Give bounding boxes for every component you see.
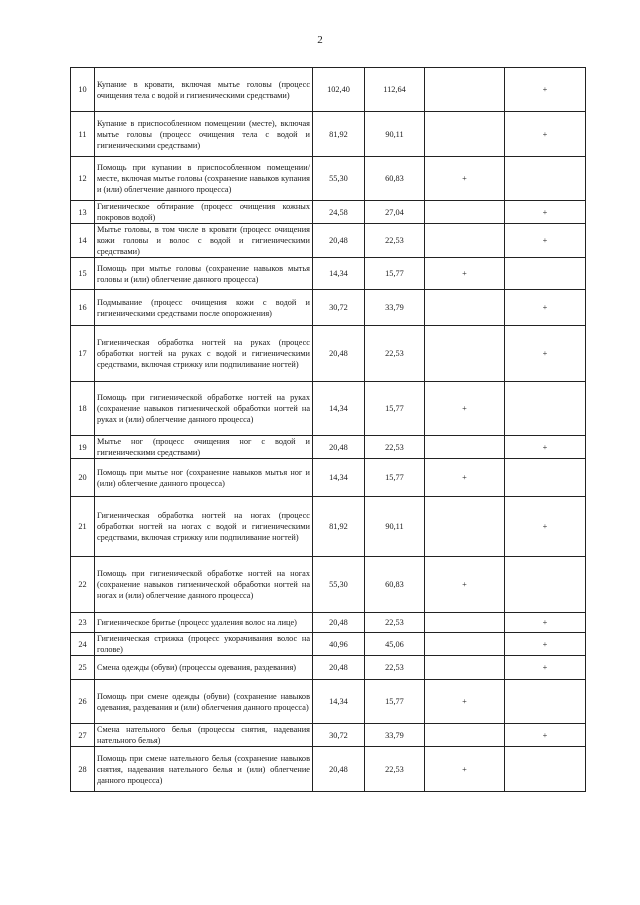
- table-row: [71, 656, 586, 680]
- table-row: [71, 459, 586, 497]
- mark-column-a: [425, 68, 505, 112]
- row-number: 15: [71, 258, 95, 290]
- mark-column-a: [425, 112, 505, 157]
- row-number: 25: [71, 656, 95, 680]
- service-name: Подмывание (процесс очищения кожи с водой и гигиеническими средствами после опорожнения): [95, 290, 313, 326]
- mark-column-a: [425, 497, 505, 557]
- price-indexed: 33,79: [365, 290, 425, 326]
- mark-column-b: +: [505, 201, 586, 224]
- row-number: 18: [71, 382, 95, 436]
- row-number: 28: [71, 747, 95, 792]
- table-row: [71, 290, 586, 326]
- mark-column-b: +: [505, 436, 586, 459]
- table-row: [71, 112, 586, 157]
- price-base: 20,48: [313, 224, 365, 258]
- mark-column-a: +: [425, 382, 505, 436]
- row-number: 19: [71, 436, 95, 459]
- row-number: 10: [71, 68, 95, 112]
- service-name: Гигиеническое бритье (процесс удаления волос на лице): [95, 613, 313, 633]
- price-base: 81,92: [313, 497, 365, 557]
- mark-column-b: [505, 258, 586, 290]
- mark-column-b: +: [505, 326, 586, 382]
- mark-column-a: [425, 633, 505, 656]
- service-name: Гигиеническая стрижка (процесс укорачивания волос на голове): [95, 633, 313, 656]
- price-indexed: 27,04: [365, 201, 425, 224]
- mark-column-b: +: [505, 656, 586, 680]
- mark-column-b: [505, 157, 586, 201]
- price-base: 40,96: [313, 633, 365, 656]
- mark-column-a: [425, 326, 505, 382]
- price-indexed: 33,79: [365, 724, 425, 747]
- price-indexed: 22,53: [365, 224, 425, 258]
- service-name: Помощь при мытье ног (сохранение навыков мытья ног и (или) облегчение данного процесса): [95, 459, 313, 497]
- price-base: 20,48: [313, 326, 365, 382]
- mark-column-b: +: [505, 224, 586, 258]
- mark-column-a: [425, 613, 505, 633]
- row-number: 27: [71, 724, 95, 747]
- row-number: 24: [71, 633, 95, 656]
- price-base: 14,34: [313, 258, 365, 290]
- service-name: Мытье ног (процесс очищения ног с водой и гигиеническими средствами): [95, 436, 313, 459]
- price-indexed: 22,53: [365, 656, 425, 680]
- service-name: Купание в кровати, включая мытье головы (процесс очищения тела с водой и гигиеническими средствами): [95, 68, 313, 112]
- table-row: [71, 557, 586, 613]
- mark-column-b: +: [505, 613, 586, 633]
- service-name: Помощь при гигиенической обработке ногтей на руках (сохранение навыков гигиенической обработки ногтей на руках и (или) облегчение данного процесса): [95, 382, 313, 436]
- price-base: 30,72: [313, 724, 365, 747]
- table-row: [71, 382, 586, 436]
- price-base: 14,34: [313, 680, 365, 724]
- table-row: [71, 258, 586, 290]
- service-name: Смена нательного белья (процессы снятия, надевания нательного белья): [95, 724, 313, 747]
- service-name: Помощь при смене одежды (обуви) (сохранение навыков одевания, раздевания и (или) облегчения данного процесса): [95, 680, 313, 724]
- table-row: [71, 497, 586, 557]
- row-number: 17: [71, 326, 95, 382]
- table-row: [71, 157, 586, 201]
- mark-column-b: +: [505, 633, 586, 656]
- mark-column-b: [505, 747, 586, 792]
- service-name: Смена одежды (обуви) (процессы одевания, раздевания): [95, 656, 313, 680]
- table-row: [71, 201, 586, 224]
- table-row: [71, 68, 586, 112]
- price-indexed: 22,53: [365, 326, 425, 382]
- row-number: 26: [71, 680, 95, 724]
- mark-column-a: +: [425, 258, 505, 290]
- price-indexed: 15,77: [365, 459, 425, 497]
- table-row: [71, 436, 586, 459]
- table-row: [71, 224, 586, 258]
- mark-column-b: [505, 557, 586, 613]
- service-name: Помощь при гигиенической обработке ногтей на ногах (сохранение навыков гигиенической обработки ногтей на ногах и (или) облегчение данного процесса): [95, 557, 313, 613]
- service-name: Помощь при купании в приспособленном помещении/месте, включая мытье головы (сохранение навыков купания и (или) облегчение данного процесса): [95, 157, 313, 201]
- price-indexed: 22,53: [365, 436, 425, 459]
- page-number: 2: [317, 34, 323, 46]
- table-row: [71, 326, 586, 382]
- mark-column-a: [425, 436, 505, 459]
- mark-column-b: [505, 459, 586, 497]
- row-number: 23: [71, 613, 95, 633]
- mark-column-b: [505, 680, 586, 724]
- price-base: 14,34: [313, 382, 365, 436]
- price-base: 20,48: [313, 656, 365, 680]
- mark-column-a: [425, 724, 505, 747]
- service-name: Купание в приспособленном помещении (месте), включая мытье головы (процесс очищения тела с водой и гигиеническими средствами): [95, 112, 313, 157]
- price-base: 20,48: [313, 747, 365, 792]
- service-name: Гигиеническая обработка ногтей на руках (процесс обработки ногтей на руках с водой и гигиеническими средствами, включая стрижку или подпиливание ногтей): [95, 326, 313, 382]
- price-indexed: 15,77: [365, 258, 425, 290]
- mark-column-b: +: [505, 290, 586, 326]
- table-row: [71, 724, 586, 747]
- service-name: Гигиеническая обработка ногтей на ногах (процесс обработки ногтей на ногах с водой и гигиеническими средствами, включая стрижку или подпиливание ногтей): [95, 497, 313, 557]
- row-number: 16: [71, 290, 95, 326]
- service-name: Мытье головы, в том числе в кровати (процесс очищения кожи головы и волос с водой и гигиеническими средствами): [95, 224, 313, 258]
- price-indexed: 15,77: [365, 382, 425, 436]
- price-indexed: 90,11: [365, 112, 425, 157]
- price-base: 30,72: [313, 290, 365, 326]
- price-indexed: 90,11: [365, 497, 425, 557]
- row-number: 21: [71, 497, 95, 557]
- mark-column-b: +: [505, 68, 586, 112]
- mark-column-a: [425, 201, 505, 224]
- table-row: [71, 633, 586, 656]
- price-base: 55,30: [313, 557, 365, 613]
- row-number: 22: [71, 557, 95, 613]
- mark-column-b: +: [505, 112, 586, 157]
- price-indexed: 22,53: [365, 613, 425, 633]
- price-indexed: 15,77: [365, 680, 425, 724]
- mark-column-a: [425, 290, 505, 326]
- row-number: 14: [71, 224, 95, 258]
- price-base: 24,58: [313, 201, 365, 224]
- mark-column-a: [425, 224, 505, 258]
- row-number: 20: [71, 459, 95, 497]
- mark-column-a: +: [425, 157, 505, 201]
- price-indexed: 112,64: [365, 68, 425, 112]
- price-indexed: 45,06: [365, 633, 425, 656]
- row-number: 11: [71, 112, 95, 157]
- mark-column-b: +: [505, 724, 586, 747]
- price-indexed: 60,83: [365, 557, 425, 613]
- price-base: 20,48: [313, 436, 365, 459]
- table-row: [71, 747, 586, 792]
- row-number: 12: [71, 157, 95, 201]
- price-indexed: 22,53: [365, 747, 425, 792]
- price-base: 81,92: [313, 112, 365, 157]
- mark-column-a: +: [425, 747, 505, 792]
- mark-column-b: +: [505, 497, 586, 557]
- table-row: [71, 613, 586, 633]
- price-base: 102,40: [313, 68, 365, 112]
- services-table: [70, 67, 586, 792]
- price-indexed: 60,83: [365, 157, 425, 201]
- price-base: 14,34: [313, 459, 365, 497]
- mark-column-b: [505, 382, 586, 436]
- service-name: Помощь при мытье головы (сохранение навыков мытья головы и (или) облегчение данного процесса): [95, 258, 313, 290]
- mark-column-a: +: [425, 459, 505, 497]
- mark-column-a: +: [425, 557, 505, 613]
- mark-column-a: [425, 656, 505, 680]
- table-row: [71, 680, 586, 724]
- mark-column-a: +: [425, 680, 505, 724]
- service-name: Помощь при смене нательного белья (сохранение навыков снятия, надевания нательного белья и (или) облегчение данного процесса): [95, 747, 313, 792]
- price-base: 55,30: [313, 157, 365, 201]
- row-number: 13: [71, 201, 95, 224]
- service-name: Гигиеническое обтирание (процесс очищения кожных покровов водой): [95, 201, 313, 224]
- price-base: 20,48: [313, 613, 365, 633]
